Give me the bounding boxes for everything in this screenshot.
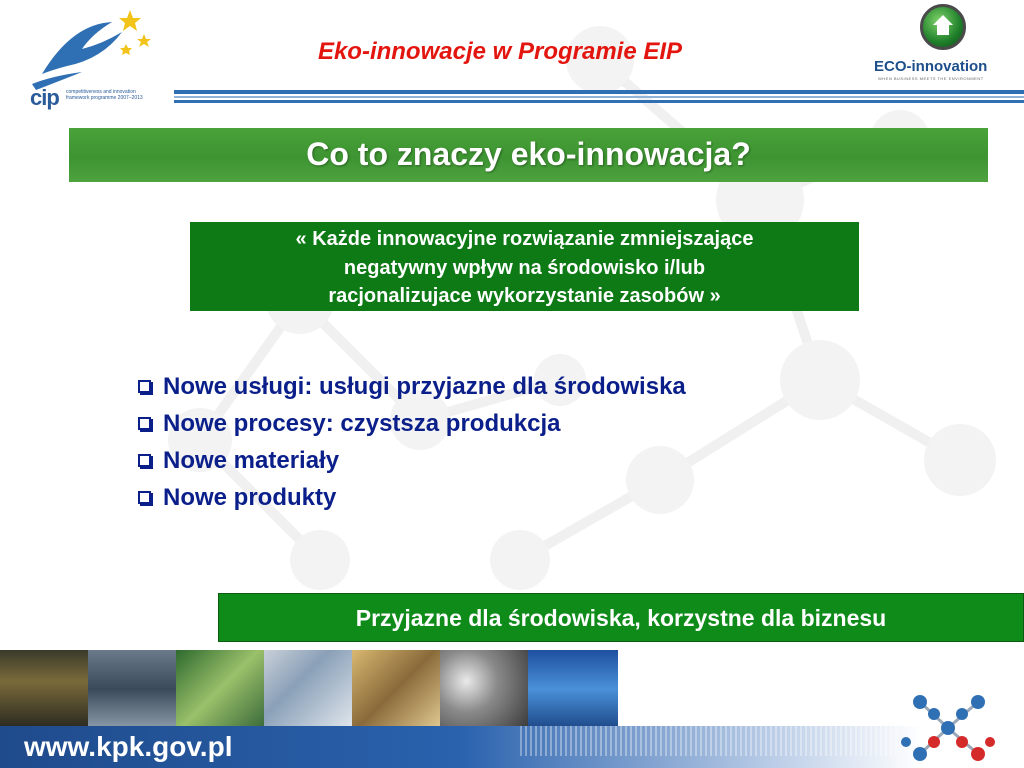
definition-box xyxy=(190,222,859,311)
cans-photo xyxy=(440,650,528,728)
eco-house-icon xyxy=(920,4,966,50)
people-photo xyxy=(88,650,176,728)
definition-line: negatywny wpływ na środowisko i/lub xyxy=(343,257,706,279)
list-item-text: Nowe produkty xyxy=(163,483,337,511)
slogan-box xyxy=(218,593,1024,642)
heading-banner xyxy=(69,128,988,182)
cip-logo-label: cip xyxy=(30,85,59,110)
kpk-molecule-logo-icon xyxy=(890,688,1008,766)
checkbox-bullet-icon xyxy=(138,417,151,430)
keyboard-photo xyxy=(264,650,352,728)
grain-photo xyxy=(352,650,440,728)
slogan-text: Przyjazne dla środowiska, korzystne dla biznesu xyxy=(355,605,887,631)
header-divider-lines xyxy=(174,90,1024,104)
list-item xyxy=(136,405,896,442)
list-item xyxy=(136,368,896,405)
footer-url-link[interactable]: www.kpk.gov.pl xyxy=(24,731,233,762)
list-item-text: Nowe materiały xyxy=(163,446,340,474)
definition-line: « Każde innowacyjne rozwiązanie zmniejszające xyxy=(295,228,754,250)
list-item-text: Nowe usługi: usługi przyjazne dla środowiska xyxy=(163,372,686,400)
heading-text: Co to znaczy eko-innowacja? xyxy=(306,136,751,172)
eco-logo-label: ECO-innovation xyxy=(874,58,988,75)
bullet-list xyxy=(136,368,896,516)
page-title: Eko-innowacje w Programie EIP xyxy=(317,38,683,65)
photo-strip xyxy=(0,650,618,728)
checkbox-bullet-icon xyxy=(138,491,151,504)
list-item-text: Nowe procesy: czystsza produkcja xyxy=(163,409,561,437)
list-item xyxy=(136,442,896,479)
checkbox-bullet-icon xyxy=(138,454,151,467)
eco-innovation-logo xyxy=(870,4,1020,84)
eco-logo-tagline: WHEN BUSINESS MEETS THE ENVIRONMENT xyxy=(878,76,984,81)
list-item xyxy=(136,479,896,516)
footer-stripes xyxy=(520,726,900,756)
checkbox-bullet-icon xyxy=(138,380,151,393)
cip-logo-subtitle: competitiveness and innovation framework programme 2007–2013 xyxy=(66,89,143,101)
city-photo xyxy=(0,650,88,728)
definition-line: racjonalizujace wykorzystanie zasobów » xyxy=(328,285,721,307)
plants-photo xyxy=(176,650,264,728)
binary-data-photo xyxy=(528,650,618,728)
